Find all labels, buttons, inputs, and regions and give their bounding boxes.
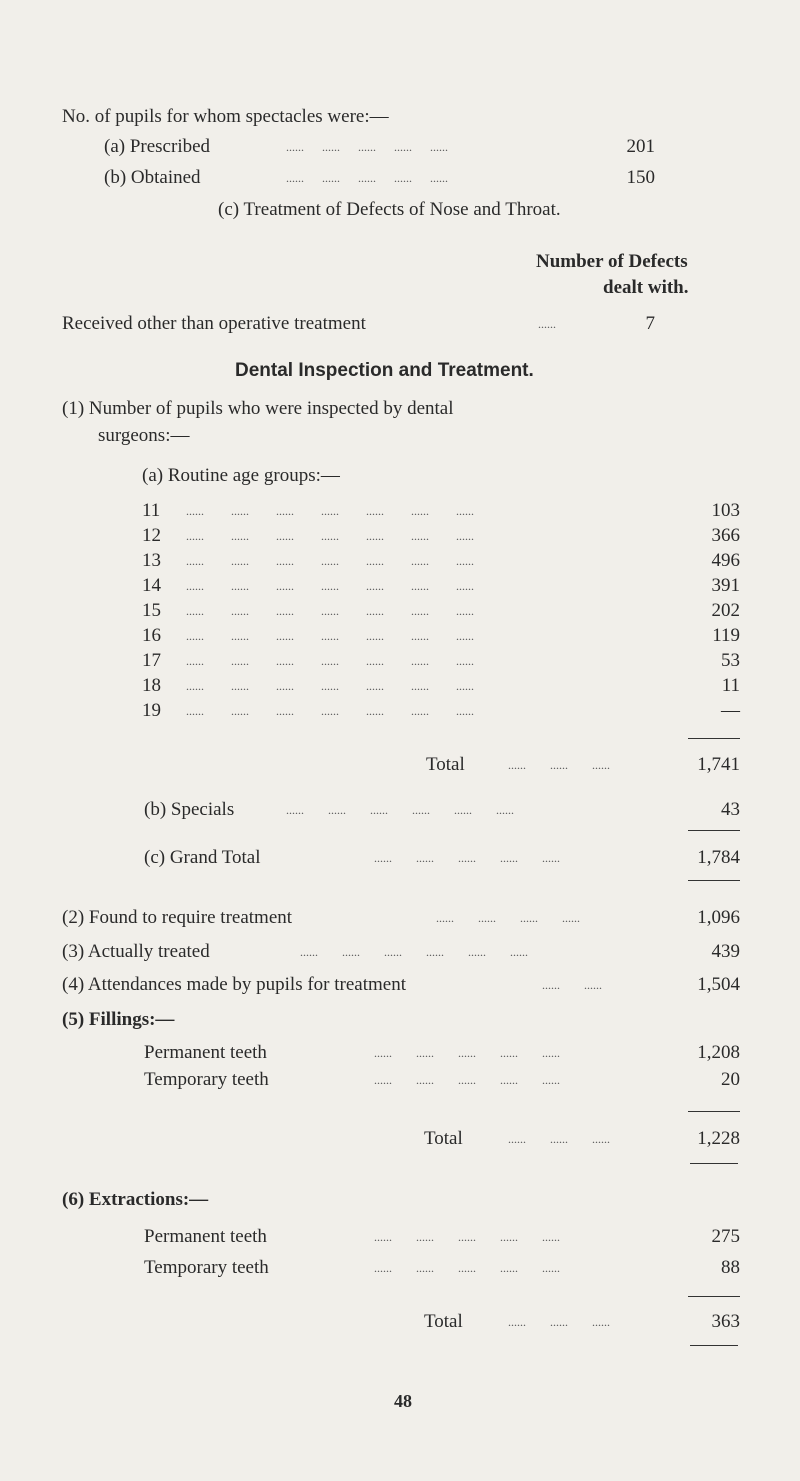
treated-label: (3) Actually treated [62,941,210,962]
age-value: 202 [711,600,740,621]
attendances-label: (4) Attendances made by pupils for treatment [62,974,407,995]
specials-label: (b) Specials [144,799,235,820]
age-cell: 14 [142,575,161,596]
attendances-value: 1,504 [697,974,740,995]
age-value: — [721,700,740,721]
spectacles-title: No. of pupils for whom spectacles were:— [62,106,389,127]
leader-dots: ...... ...... ...... ...... ...... [286,140,448,154]
ext-permanent-value: 275 [711,1226,740,1247]
ext-permanent-label: Permanent teeth [144,1226,267,1247]
grand-total-value: 1,784 [697,847,740,868]
leader-dots: ...... ...... ...... ...... ...... ...... ...... [186,604,474,618]
fill-temporary-value: 20 [721,1069,740,1090]
leader-dots: ...... ...... ...... [508,1315,610,1329]
item1-line2: surgeons:— [98,425,190,446]
specials-value: 43 [721,799,740,820]
obtained-label: (b) Obtained [104,167,201,188]
obtained-value: 150 [626,167,655,188]
leader-dots: ...... ...... ...... ...... ...... ...... ...... [186,629,474,643]
ext-temporary-label: Temporary teeth [144,1257,269,1278]
ext-total-label: Total [424,1311,463,1332]
received-treatment-value: 7 [645,313,655,334]
leader-dots: ...... ...... ...... ...... ...... ...... [300,945,528,959]
age-cell: 11 [142,500,161,521]
leader-dots: ...... ...... [542,978,602,992]
leader-dots: ...... ...... ...... ...... ...... ...... ...... [186,654,474,668]
page-number: 48 [394,1391,412,1411]
rule [688,738,740,739]
found-value: 1,096 [697,907,740,928]
fill-temporary-label: Temporary teeth [144,1069,269,1090]
leader-dots: ...... ...... ...... ...... [436,911,580,925]
prescribed-label: (a) Prescribed [104,136,211,157]
age-value: 103 [711,500,740,521]
leader-dots: ...... ...... ...... ...... ...... ...... ...... [186,679,474,693]
leader-dots: ...... ...... ...... ...... ...... [374,851,560,865]
received-treatment-label: Received other than operative treatment [62,313,366,334]
age-cell: 12 [142,525,161,546]
age-cell: 16 [142,625,161,646]
leader-dots: ...... ...... ...... ...... ...... ...... ...... [186,704,474,718]
routine-total-label: Total [426,754,465,775]
age-cell: 17 [142,650,161,671]
leader-dots: ...... ...... ...... ...... ...... ...... ...... [186,504,474,518]
nose-throat-title: (c) Treatment of Defects of Nose and Throat. [218,199,561,220]
leader-dots: ...... ...... ...... ...... ...... ...... ...... [186,529,474,543]
leader-dots: ...... ...... ...... [508,1132,610,1146]
extractions-label: (6) Extractions:— [62,1189,209,1210]
leader-dots: ...... ...... ...... ...... ...... ...... ...... [186,554,474,568]
found-label: (2) Found to require treatment [62,907,293,928]
age-cell: 18 [142,675,161,696]
fill-total-value: 1,228 [697,1128,740,1149]
rule [690,1163,738,1164]
grand-total-label: (c) Grand Total [144,847,261,868]
dealt-with-header: dealt with. [603,277,689,298]
routine-label: (a) Routine age groups:— [142,465,340,486]
dental-heading: Dental Inspection and Treatment. [235,360,534,381]
number-defects-header: Number of Defects [536,251,688,272]
rule [690,1345,738,1346]
leader-dots: ...... ...... ...... [508,758,610,772]
leader-dots: ...... ...... ...... ...... ...... [374,1073,560,1087]
age-value: 496 [711,550,740,571]
leader-dots: ...... ...... ...... ...... ...... [286,171,448,185]
leader-dots: ...... ...... ...... ...... ...... ...... [286,803,514,817]
treated-value: 439 [711,941,740,962]
leader-dots: ...... ...... ...... ...... ...... [374,1230,560,1244]
fillings-label: (5) Fillings:— [62,1009,175,1030]
age-value: 53 [721,650,740,671]
rule [688,1111,740,1112]
rule [688,830,740,831]
rule [688,880,740,881]
ext-total-value: 363 [711,1311,740,1332]
age-value: 11 [721,675,740,696]
age-cell: 19 [142,700,161,721]
age-value: 391 [711,575,740,596]
leader-dots: ...... ...... ...... ...... ...... [374,1046,560,1060]
leader-dots: ...... ...... ...... ...... ...... [374,1261,560,1275]
routine-total-value: 1,741 [697,754,740,775]
item1-line1: (1) Number of pupils who were inspected by dental [62,398,454,419]
age-cell: 15 [142,600,161,621]
leader-dots: ...... ...... ...... ...... ...... ...... ...... [186,579,474,593]
fill-total-label: Total [424,1128,463,1149]
rule [688,1296,740,1297]
leader-dots: ...... [538,317,556,331]
age-value: 119 [712,625,740,646]
fill-permanent-value: 1,208 [697,1042,740,1063]
age-cell: 13 [142,550,161,571]
ext-temporary-value: 88 [721,1257,740,1278]
prescribed-value: 201 [626,136,655,157]
fill-permanent-label: Permanent teeth [144,1042,267,1063]
age-value: 366 [711,525,740,546]
